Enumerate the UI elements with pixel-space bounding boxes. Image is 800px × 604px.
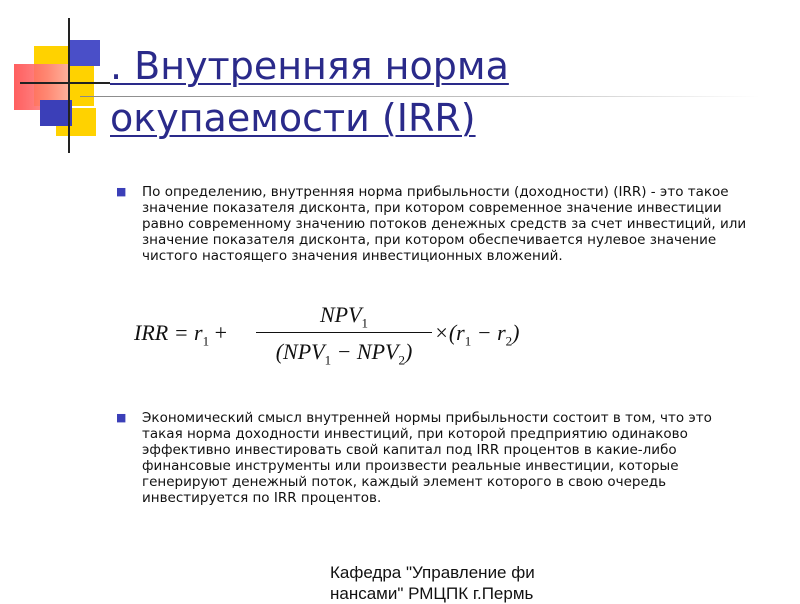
slide-title-text: . Внутренняя норма окупаемости (IRR) [110, 44, 509, 140]
decor-blue-square-top [70, 40, 100, 66]
bullet-economic-meaning [116, 410, 756, 506]
formula-denominator: $(NPV_1 - NPV_2)$ [275, 339, 413, 368]
formula-fraction [256, 300, 432, 369]
bullet-square-icon: ■ [116, 185, 127, 198]
bullet-economic-meaning-text: Экономический смысл внутренней нормы прибыльности состоит в том, что это такая норма доходности инвестиций, при которой предприятию одинаково эффективно инвестировать свой капитал под IRR процентов в какие-либо финансовые инструменты или произвести реальные инвестиции, которые генерируют денежный поток, каждый элемент которого в свою очередь инвестируется по IRR процентов. [142, 410, 712, 506]
irr-formula [130, 300, 550, 372]
bullet-definition-text: По определению, внутренняя норма прибыльности (доходности) (IRR) - это такое значение показателя дисконта, при котором современное значение инвестиции равно современному значению потоков денежных средств за счет инвестиций, или значение показателя дисконта, при котором обеспечивается нулевое значение чистого настоящего значения инвестиционных вложений. [142, 184, 747, 264]
formula-lhs: IRR = $r_1$ + [134, 320, 228, 349]
fraction-bar [256, 332, 432, 333]
formula-numerator: $NPV_1$ [319, 302, 369, 331]
slide-title [110, 40, 750, 144]
bullet-square-icon: ■ [116, 411, 127, 424]
decor-vertical-line [68, 18, 70, 153]
bullet-definition [116, 184, 756, 264]
decor-horizontal-line [20, 82, 110, 84]
formula-rhs: $\times(r_1 - r_2)$ [434, 320, 520, 349]
footer-department: Кафедра "Управление фи нансами" РМЦПК г.Пермь [330, 563, 535, 603]
